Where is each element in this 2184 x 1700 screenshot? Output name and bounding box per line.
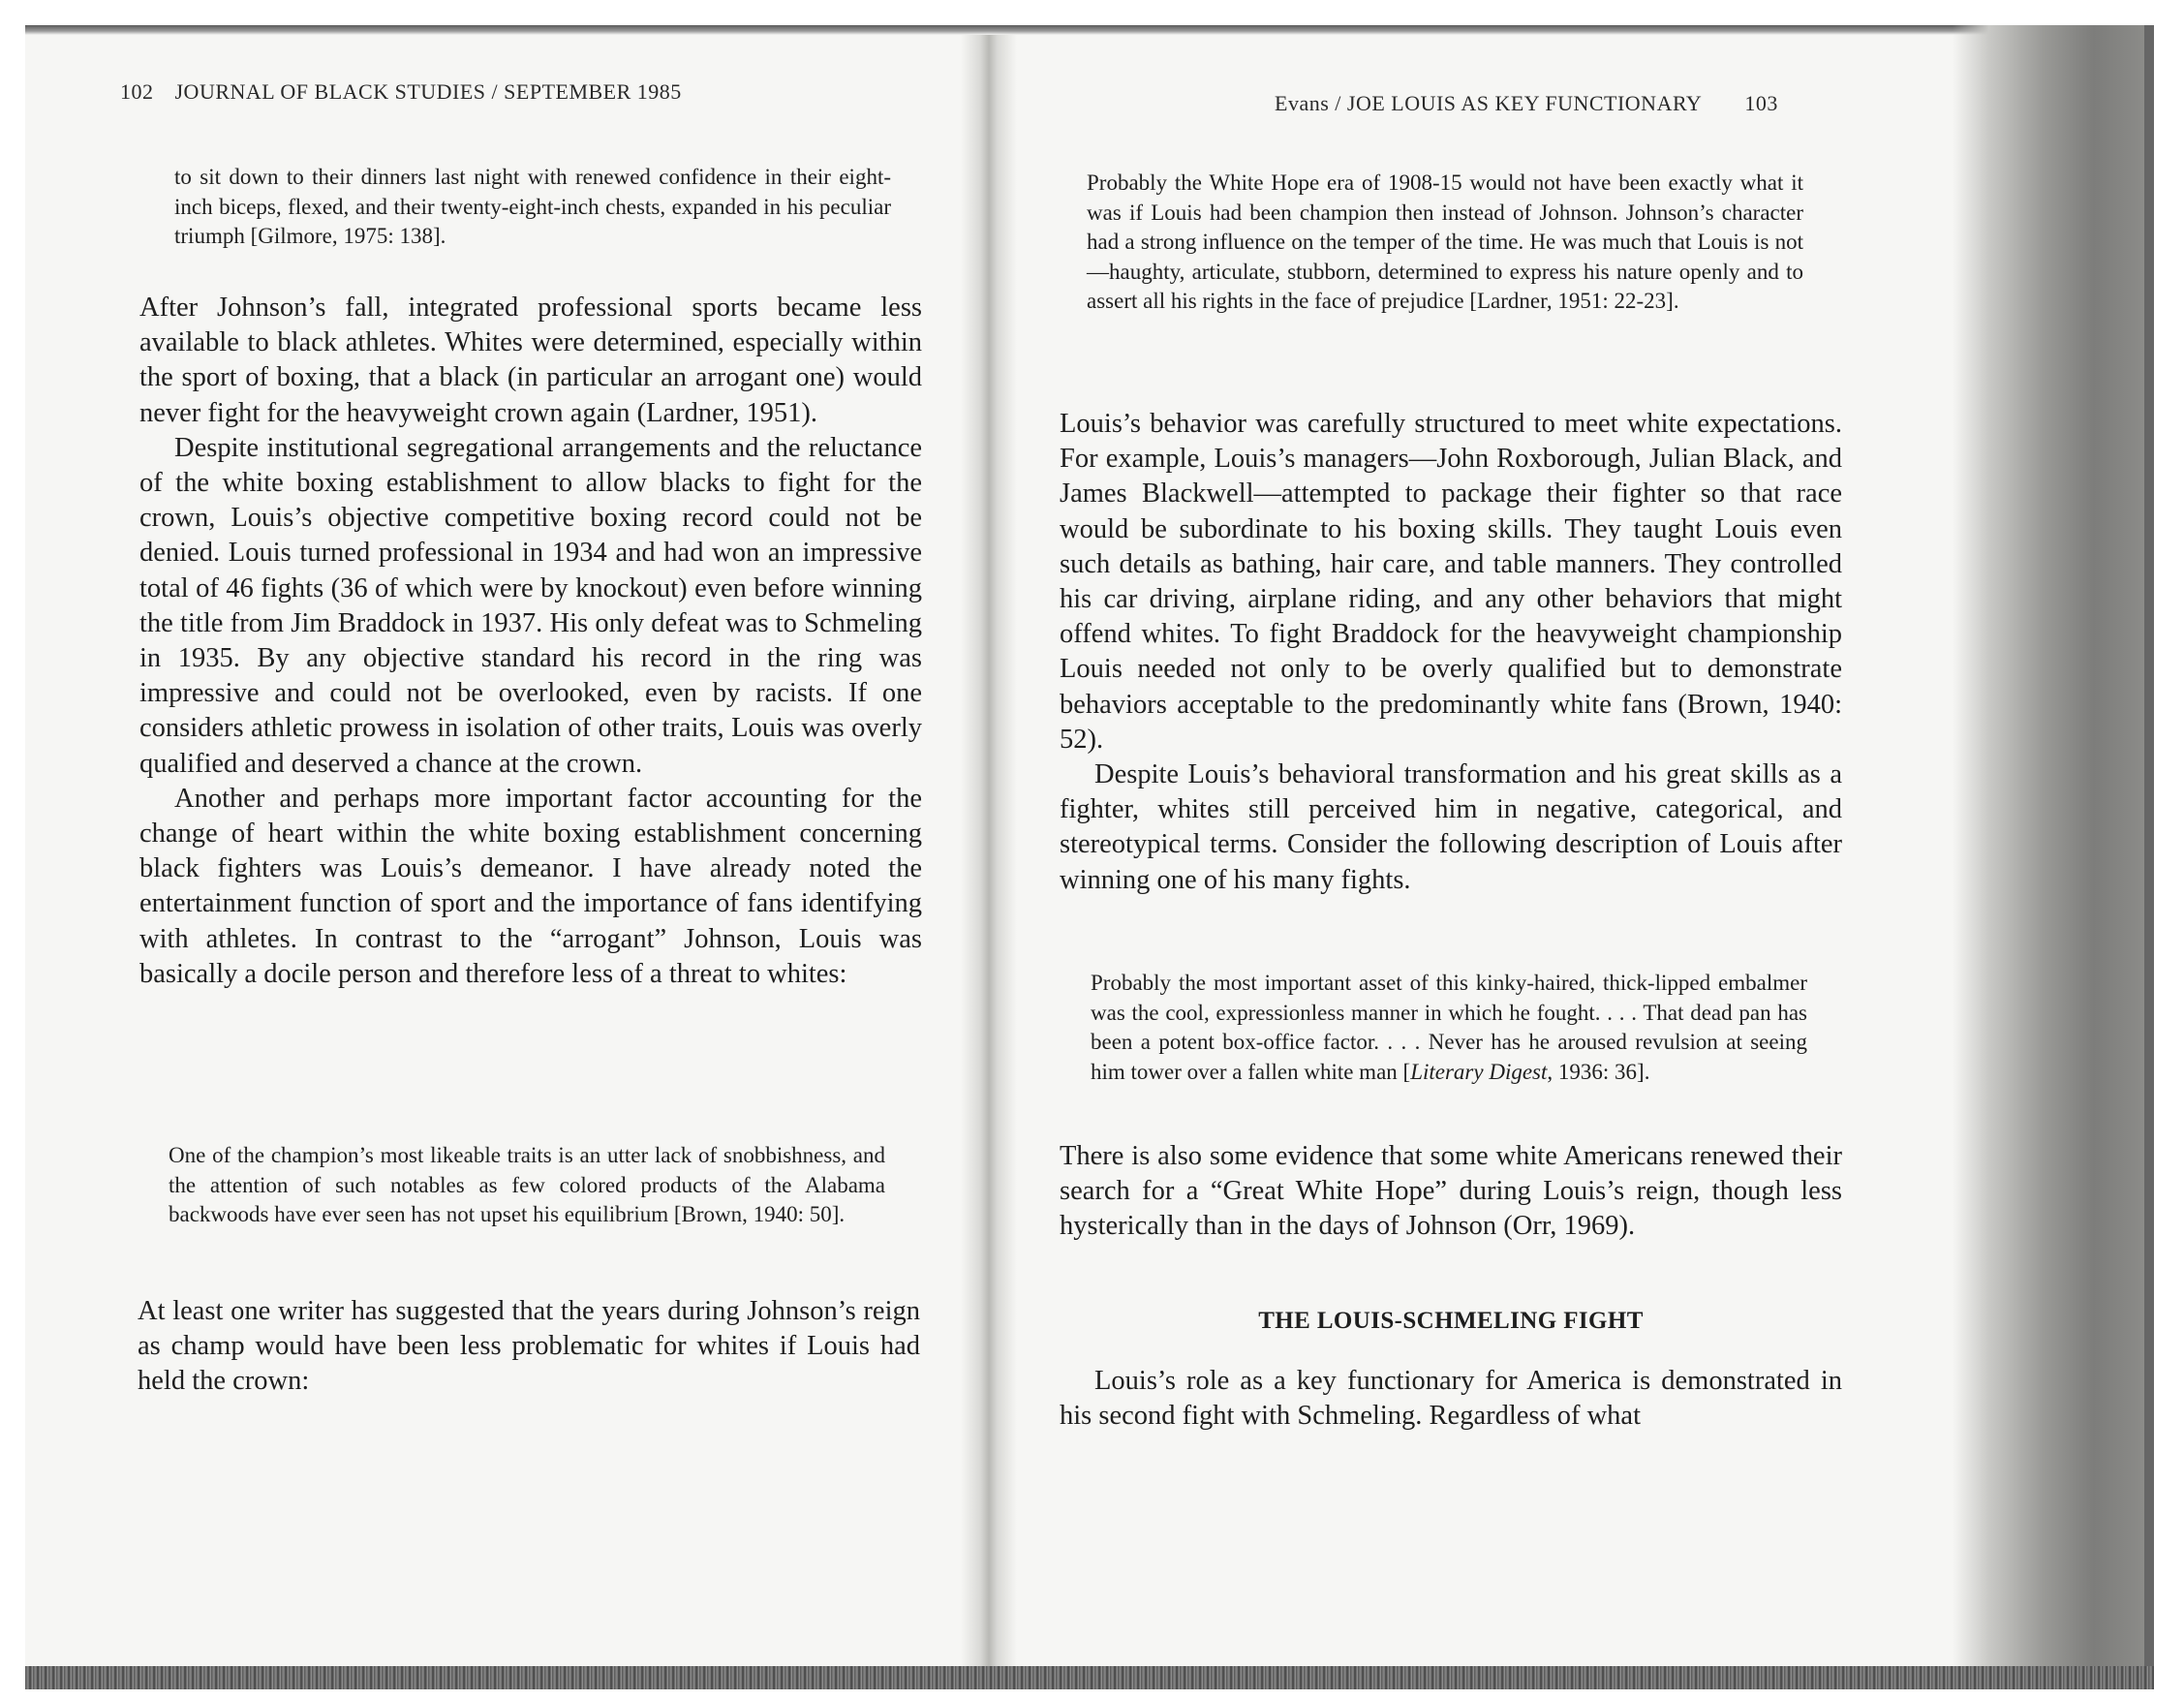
section-heading: THE LOUIS-SCHMELING FIGHT bbox=[1258, 1308, 1644, 1334]
book-gutter bbox=[961, 35, 1017, 1666]
extract-block bbox=[174, 163, 891, 252]
extract-text: to sit down to their dinners last night with renewed confidence in their eight-inch biceps, flexed, and their twenty-eight-inch chests, expanded in his peculiar triumph [Gilmore, 1975: 138]. bbox=[174, 165, 891, 248]
body-text bbox=[139, 291, 922, 992]
extract-block bbox=[1087, 169, 1803, 317]
body-text bbox=[1060, 1139, 1842, 1245]
paragraph: Louis’s behavior was carefully structured to meet white expectations. For example, Louis’s managers—John Roxborough, Julian Black, and James Blackwell—attempted to package their fighter so that race would be subordinate to his boxing skills. They taught Louis even such details as bathing, hair care, and table manners. They controlled his car driving, airplane riding, and any other behaviors that might offend whites. To fight Braddock for the heavyweight championship Louis needed not only to be overly qualified but to demonstrate behaviors acceptable to the predominantly white fans (Brown, 1940: 52). bbox=[1060, 409, 1842, 755]
citation: , 1936: 36]. bbox=[1547, 1059, 1650, 1084]
extract-text-part: Probably the most important asset of this kinky-haired, thick-lipped embalmer was the cool, expressionless manner in which he fought. . . . That dead pan has been a potent box-office factor. . . . Never has he aroused revulsion at seeing him tower over a fallen white man [ bbox=[1091, 971, 1807, 1084]
paragraph: Despite Louis’s behavioral transformation and his great skills as a fighter, whites still perceived him in negative, categorical, and stereotypical terms. Consider the following description of Louis after winning one of his many fights. bbox=[1060, 759, 1842, 895]
page-number-left: 102 bbox=[120, 79, 154, 104]
body-text bbox=[1060, 1364, 1842, 1434]
section bbox=[1060, 1308, 1842, 1335]
running-head-left bbox=[120, 79, 682, 105]
body-text bbox=[1060, 407, 1842, 898]
source-title: Literary Digest bbox=[1410, 1059, 1548, 1084]
scan-bottom-edge bbox=[25, 1666, 2154, 1689]
body-text bbox=[138, 1294, 920, 1400]
paragraph: There is also some evidence that some white Americans renewed their search for a “Great White Hope” during Louis’s reign, though less hysterically than in the days of Johnson (Orr, 1969). bbox=[1060, 1141, 1842, 1242]
paragraph: Louis’s role as a key functionary for America is demonstrated in his second fight with Schmeling. Regardless of what bbox=[1060, 1366, 1842, 1432]
extract-block bbox=[1091, 969, 1807, 1087]
page-edge-shadow bbox=[1953, 25, 2154, 1666]
paragraph: Another and perhaps more important factor accounting for the change of heart within the white boxing establishment concerning black fighters was Louis’s demeanor. I have already noted the entertainment function of sport and the importance of fans identifying with athletes. In contrast to the “arrogant” Johnson, Louis was basically a docile person and therefore less of a threat to whites: bbox=[139, 783, 922, 989]
running-head-right bbox=[1275, 91, 1778, 116]
scan-edge bbox=[2144, 25, 2154, 1689]
page-number-right: 103 bbox=[1744, 91, 1778, 115]
running-head-title-right: Evans / JOE LOUIS AS KEY FUNCTIONARY bbox=[1275, 91, 1703, 115]
extract-block bbox=[169, 1141, 885, 1230]
paragraph: Despite institutional segregational arrangements and the reluctance of the white boxing establishment to allow blacks to fight for the crown, Louis’s objective competitive boxing record could not be denied. Louis turned professional in 1934 and had won an impressive total of 46 fights (36 of which were by knockout) even before winning the title from Jim Braddock in 1937. His only defeat was to Schmeling in 1935. By any objective standard his record in the ring was impressive and could not be overlooked, even by racists. If one considers athletic prowess in isolation of other traits, Louis was overly qualified and deserved a chance at the crown. bbox=[139, 432, 922, 779]
paragraph: After Johnson’s fall, integrated professional sports became less available to black athletes. Whites were determined, especially within the sport of boxing, that a black (in particular an arrogant one) would never fight for the heavyweight crown again (Lardner, 1951). bbox=[139, 293, 922, 428]
extract-text: One of the champion’s most likeable traits is an utter lack of snobbishness, and the attention of such notables as few colored products of the Alabama backwoods have ever seen has not upset his equilibrium [Brown, 1940: 50]. bbox=[169, 1143, 885, 1226]
extract-text bbox=[1091, 969, 1807, 1087]
scan-top-shadow bbox=[25, 25, 2154, 35]
running-head-title-left: JOURNAL OF BLACK STUDIES / SEPTEMBER 1985 bbox=[174, 79, 682, 104]
extract-text: Probably the White Hope era of 1908-15 would not have been exactly what it was if Louis had been champion then instead of Johnson. Johnson’s character had a strong influence on the temper of the time. He was much that Louis is not—haughty, articulate, stubborn, determined to express his nature openly and to assert all his rights in the face of prejudice [Lardner, 1951: 22-23]. bbox=[1087, 170, 1803, 313]
paragraph: At least one writer has suggested that the years during Johnson’s reign as champ would have been less problematic for whites if Louis had held the crown: bbox=[138, 1296, 920, 1397]
